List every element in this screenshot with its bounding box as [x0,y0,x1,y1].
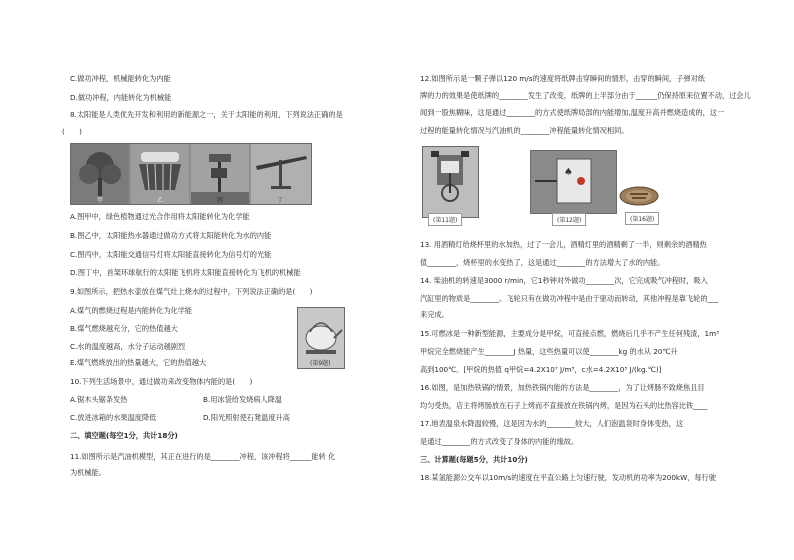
caption-bing: 丙 [217,197,224,204]
q8-option-d: D.图丁中，首架环球航行的太阳能飞机将太阳能直接转化为飞机的机械能 [70,268,301,277]
q8-figure [70,143,312,205]
q8-answer-blank: ( ) [62,127,82,136]
q7-option-d: D.做功冲程，内能转化为机械能 [70,93,172,102]
q17-line1: 17.地表温泉水降温较慢，这是因为水的________较大，人们泡温泉时身体变热，这 [420,419,683,428]
q9-option-d: E.煤气燃烧放出的热量越大，它的热值越大 [70,358,207,367]
q8-option-c: C.图丙中，太阳能交通信号灯将太阳能直接转化为信号灯的光能 [70,250,272,259]
q15-line3: 高到100℃。[甲烷的热值 q甲烷=4.2X10⁷ J/m³，c水=4.2X10³ J/(kg.℃)] [420,365,662,374]
q13-line1: 13. 用酒精灯给烧杯里的水加热，过了一会儿，酒精灯里的酒精剩了一半，则剩余的酒精热 [420,240,707,249]
q12-line3: 闻到一股焦糊味，这是通过________的方式使纸牌局部的内能增加,温度升高并燃烧造成的，这一 [420,108,725,117]
q16-figure-caption: (第16题) [625,212,659,225]
q8-stem: 8.太阳能是人类优先开发和利用的新能源之一，关于太阳能的利用，下列说法正确的是 [70,110,343,119]
q9-option-c: C.水的温度越高，水分子运动越剧烈 [70,342,186,351]
q11-line1: 11.如图所示是汽油机模型，其正在进行的是________冲程，该冲程将______能转 化 [70,452,336,461]
q10-option-b: B.用冰袋给发烧病人降温 [203,395,283,404]
q10-option-a: A.锯木头锯条发热 [70,395,128,404]
section-two-heading: 二、填空题(每空1分，共计18分) [70,431,178,440]
q9-stem: 9.如图所示，把热水壶放在煤气灶上烧水的过程中，下列说法正确的是( ) [70,287,313,296]
q17-line2: 是通过________的方式改变了身体的内能的缘故。 [420,437,579,446]
q16-line1: 16.如图，是加热铁锅的情景，加热铁锅内能的方法是________，为了让烤肠不致烧焦且目 [420,383,705,392]
q11-figure [422,146,479,218]
q8-option-a: A.图甲中，绿色植物通过光合作用将太阳能转化为化学能 [70,212,250,221]
frying-pan-icon [618,184,660,208]
bullet-card-icon [531,151,616,213]
q12-figure [530,150,617,214]
caption-ding: 丁 [277,197,284,204]
svg-text:♠: ♠ [564,167,573,178]
caption-jia: 甲 [97,197,104,204]
q12-figure-caption: (第12题) [552,213,586,226]
q10-option-d: D.阳光照射使石凳温度升高 [203,413,290,422]
section-three-heading: 三、计算题(每题5分，共计10分) [420,455,528,464]
q18-line1: 18.某氢能源公交车以10m/s的速度在平直公路上匀速行驶，发动机的功率为200kW，每行驶 [420,473,716,482]
q11-line2: 为机械能。 [70,468,106,477]
q10-stem: 10.下列生活场景中，通过做功来改变物体内能的是( ) [70,377,253,386]
q14-line3: 来完成。 [420,310,449,319]
q16-figure [618,184,660,208]
q9-figure [297,307,345,369]
q10-option-c: C.放进冰箱的水果温度降低 [70,413,157,422]
q9-option-b: B.煤气燃烧越充分，它的热值越大 [70,324,178,333]
q12-line2: 牌的力的效果是使纸牌的________发生了改变，纸牌的上半部分由于______仍保持原来位置不动，过会儿 [420,91,751,100]
engine-model-icon [423,147,478,207]
q12-line4: 过程的能量转化情况与汽油机的________冲程能量转化情况相同。 [420,126,629,135]
q11-figure-caption: (第11题) [428,213,462,226]
q15-line2: 甲烷完全燃烧能产生________J 热量，这些热量可以使________kg 的水从 20℃升 [420,347,678,356]
q7-option-c: C.做功冲程，机械能转化为内能 [70,74,171,83]
q14-line1: 14. 柴油机的转速是3000 r/min，它1秒钟对外做功________次，它完成吸气冲程时，吸入 [420,276,708,285]
q9-figure-caption: (第9题) [310,360,331,367]
q16-line2: 均匀受热，店主将烤肠放在石子上烤而不直接放在铁锅内烤，是因为石头的比热容比铁____ [420,401,708,410]
q8-option-b: B.图乙中，太阳能热水器通过做功方式将太阳能转化为水的内能 [70,231,272,240]
caption-yi: 乙 [157,197,164,204]
q14-line2: 汽缸里的物质是________。飞轮只有在做功冲程中是由于驱动而转动，其他冲程是靠飞轮的___ [420,294,719,303]
q9-option-a: A.煤气的燃烧过程是内能转化为化学能 [70,306,193,315]
q15-line1: 15.可燃冰是一种新型能源，主要成分是甲烷，可直接点燃，燃烧后几乎不产生任何残渣，1m³ [420,329,720,338]
q12-line1: 12.如图所示是一颗子弹以120 m/s的速度将纸牌击穿瞬间的情形，击穿的瞬间，子弹对纸 [420,74,705,83]
q13-line2: 值________，烧杯里的水变热了，这是通过________的方法增大了水的内能。 [420,258,665,267]
